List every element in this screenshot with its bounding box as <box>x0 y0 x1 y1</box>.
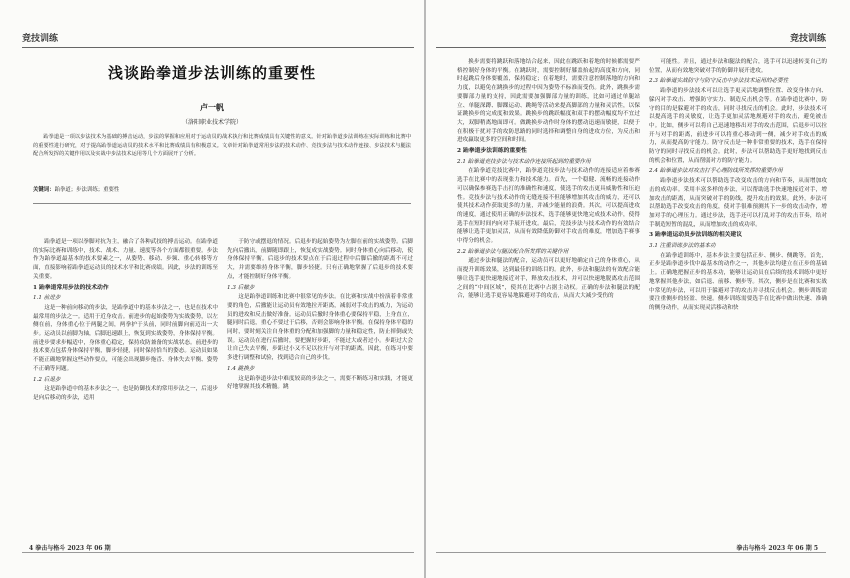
subsection-heading: 2.2 跆拳道步法与腿法配合所发挥的关键作用 <box>457 248 569 255</box>
subsection-heading: 1.4 跳换步 <box>227 365 255 372</box>
keywords-label: 关键词： <box>33 187 55 193</box>
body-paragraph: 在跆拳道竞技比赛中，跆拳道竞技步法与技术动作的连接适应着参赛选手在比赛中的表现张力和技术能力。首先，一个稳健、流畅的连接动作可以确保参赛选手击打的准确性和速度，使选手的攻击更具威胁性和压迫性。竞技步法与技术动作的无缝连接不但能够增加其攻击的威力，还可以使其技术动作获取更多的力量，并减少能量的浪费。其次，可以提高进攻的速度，通过使用正确的步法技术，选手能够更快地完成技术动作，使得选手在短时间内向对手展开进攻。最后，竞技步法与技术动作的有效结合能够让选手更加灵活，从而有效降低防御对手攻击的难度，增加选手赛事中得分的机会。 <box>457 168 640 245</box>
body-paragraph: 这是跆拳道步法中难度较高的步法之一，需要不断练习和实践，才能更好地掌握其技术精髓。跳 <box>227 375 413 391</box>
page-footer-left: 4 拳击与格斗 2023 年 06 期 <box>29 545 111 552</box>
section-heading: 2 跆拳道步法训练的重要性 <box>457 148 527 155</box>
subsection-heading: 1.3 后撤步 <box>227 284 255 291</box>
section-header-right: 竞技训练 <box>789 34 826 44</box>
abstract: 跆拳道是一项以步法技术为基础的搏击运动，步法的掌握和应用对于运动员的战术执行和比赛成绩具有关键性的意义。针对跆拳道步法训练在实际训练和比赛中的重要性进行研究，对于提高跆拳道运动员的技术水平和比赛成绩具有积极意义。文章针对跆拳道常用步法的技术动作、竞技步法与技术动作连接、步法技术与腿法配合所发挥的关键作用以及实战中步法技术运用等几个方面展开了分析。 <box>33 134 411 158</box>
subsection-heading: 1.1 前进步 <box>33 295 61 302</box>
section-heading: 1 跆拳道常用步法的技术动作 <box>33 284 109 291</box>
body-paragraph: 这是跆拳道中的基本步法之一，也是防御技术的常用步法之一，后退步是向后移动的步法，适用 <box>33 386 218 401</box>
body-paragraph: 换步需要将跳跃和落地结合起来，因此在跳跃和着地的时候都需要严格控制好身体的平衡。在跳跃时，需要控制好膝盖抬起的高度和方向，同时起跳后身体要覆盖，保持稳定；在着地时，需要注意控制落地的方向和力度，以避免在跳换步的过程中因为姿势不标准而受伤。此外，跳换步需要脚部力量的支持，因此需要加强脚部力量的训练，比如可通过单腿站立、单腿深蹲、脚踝运动、跳绳等活动来提高脚部的力量和灵活性，以保证跳换步的完成度和效果。跳换步的跳跃幅度和双手的摆动幅度均不宜过大，双脚稍离地面即可。做跳换步动作时身体的摆动迅速而敏捷，以便于在积极干扰对手的攻防思路的同时选择和调整自身的进攻方位，为反击和进攻赢取更多的空间和时间。 <box>457 59 640 144</box>
article-author: 卢一帆 <box>200 102 224 112</box>
abstract-divider <box>33 203 411 204</box>
body-paragraph: 跆拳道步法技术可以帮助选手改变攻击的方向和节奏，从而增加攻击的成功率。采用丰富多样的步法，可以帮助选手快速地接近对手，增加攻击的距离，从而突破对手的防线，提升攻击的效果。此外，步法可以帮助选手改变攻击的角度，使对手很难预测其下一步的攻击动作，增加对手的心理压力。通过步法，选手还可以打乱对手的攻击节奏，给对手制造短暂的混乱，从而增加攻击的成功率。 <box>649 178 827 228</box>
page-footer-right: 拳击与格斗 2023 年 06 期 5 <box>736 545 818 552</box>
footer-rule-right <box>436 552 826 553</box>
right-page <box>426 0 850 578</box>
body-paragraph: 于防守或摆退的情况。后退步的起始姿势为左脚在前的实战姿势。后脚先向后撤出，前脚随即跟上，恢复成实战姿势。同时身体重心向后移动，使身体保持平衡。后退步的技术要点在于后退过程中后脚后撤的距离不可过大，并需要维持身体平衡，脚步轻捷。只有正确地掌握了后退步的技术要点，才能控制好身体平衡。 <box>227 239 413 280</box>
keywords-line <box>33 186 411 194</box>
footer-rule-left <box>22 552 414 553</box>
left-page <box>0 0 424 578</box>
left-page-column-2 <box>227 238 413 536</box>
author-affiliation: （洛阳职业技术学院） <box>181 119 242 126</box>
section-header-left: 竞技训练 <box>22 34 59 44</box>
subsection-heading: 2.4 跆拳道步法对攻击打乎心理防线所发挥的重要作用 <box>649 168 783 175</box>
left-page-column-1 <box>33 238 218 536</box>
subsection-heading: 2.1 跆拳道竞技步法与技术动作连接所起到的重要作用 <box>457 158 591 165</box>
section-heading: 3 跆拳道运动员步法训练的相关建议 <box>649 232 743 239</box>
subsection-heading: 2.3 跆拳道实战防守与防守反击中步法技术运用的必要性 <box>649 78 789 85</box>
body-paragraph: 这是跆拳道训练和比赛中很常见的步法。在比赛和实战中扮演着非常重要的角色，后撤能让运动员有效地拉开距离，减弱对手攻击的威力，为运动员的进攻和反击做好准备。运动员后撤时身体重心要保持平稳，上身直立，腿同时后退，重心不要过于后移，否则会影响身体平衡。在保持身体平稳的同时，要时刻关注自身体重的分配和加强脚的力量和稳定性，防止摔倒或失误。运动员在进行后撤时，要把握好步距，不能过大或者过小。步距过大会让自己失去平衡，步距过小又不足以拉开与对手的距离。因此，在练习中要多进行调整和试验，找到适合自己的步伐。 <box>227 294 413 362</box>
article-title: 浅谈跆拳道步法训练的重要性 <box>107 64 316 82</box>
body-paragraph: 这是一种前向移动的步法，是跆拳道中的基本步法之一，也是在技术中最常用的步法之一。适用于近身攻击。前进步的起始姿势为实战姿势，以左侧在前，身体重心位于两腿之间，两拳护于头前，同时前脚向前迈出一大步。运动员以前脚为轴，后脚迅速跟上，恢复到实战姿势，身体保持平衡。前进步要求步幅适中，身体重心稳定，保持攻防兼备的实战状态。前进步的技术要点包括身体保持平衡，脚步轻捷，同时保持恰当的姿态。运动员如果不能正确地掌握这些动作要点，可能会出现脚步拖沓、身体失去平衡、姿势不正确等问题。 <box>33 304 218 372</box>
body-paragraph: 可能性。并且，通过步法和腿法的配合，选手可以迅速转变自己的位置，从而有效地突破对手的防御并展开进攻。 <box>649 59 827 74</box>
body-paragraph: 在跆拳道训练中，基本步法主要包括正步、侧步、侧跳等。首先，正步是跆拳道步伐中最基本的动作之一，其他步法均建立在正步的基础上。正确地把握正步的基本功，能够让运动员在后续的技术训练中更好地掌握其他步法，如后退、前移、侧步等。其次，侧步是在比赛和实战中常见的步法，可以用于躲避对手的攻击并寻找反击机会。侧步训练需要注重侧步的轻盈、快速。侧步训练需要选手在比赛中做出快速、准确的侧身动作，从而实现灵活移动和快 <box>649 252 827 311</box>
header-rule-left <box>22 47 414 48</box>
body-paragraph: 跆拳道的步法技术可以让选手更灵活地调整位置、改变身体方向、躲闪对手攻击、增强防守实力、制造反击机会等。在跆拳道比赛中，防守的目的是躲避对手的攻击，同时寻找反击的机会。此时，步法技术可以提高选手的灵敏度，让选手更加灵活地规避对手的攻击，避免被击中。比如，侧步可以将自己迅速地移出对手的攻击范围，后退步可以拉开与对手的距离，前进步可以将重心移动到一侧，减少对手攻击的威力，从而提高防守能力。防守反击是一种非常重要的技术，选手在保持防守的同时寻找反击的机会。此时，步法可以帮助选手更好地找到反击的机会和位置，从而削弱对方的防守能力。 <box>649 88 827 164</box>
body-paragraph: 通过步法和腿法的配合，运动员可以更好地确定自己的身体重心，从而提升训练效果，达到最佳的训练目的。此外，步法和腿法的有效配合能够让选手更快速地接近对手，释放攻击技术，并可以快速地脱离攻击范围之间的“中间区域”，使其在比赛中占据主动权。正确的步法和腿法的配合，能够让选手更容易地躲避对手的攻击，从而大大减少受伤的 <box>457 258 640 300</box>
right-page-column-1 <box>457 58 640 538</box>
subsection-heading: 1.2 后退步 <box>33 376 61 383</box>
right-page-column-2 <box>649 58 827 538</box>
body-paragraph: 跆拳道是一项以拳脚对抗为主，融合了各种武技的搏击运动。在跆拳道的实际比赛和训练中，技术、战术、力量、速度等各个方面都很重要。步法作为跆拳道最基本的技术要素之一，从姿势、移动、步频、重心转移等方面，直接影响着跆拳道运动员的技术水平和比赛成绩。因此，步法的训练至关重要。 <box>33 239 218 280</box>
header-rule-right <box>436 47 826 48</box>
keywords-text: 跆拳道；步法训练；重要性 <box>54 187 120 193</box>
subsection-heading: 3.1 注重训练步法的基本功 <box>649 243 716 250</box>
